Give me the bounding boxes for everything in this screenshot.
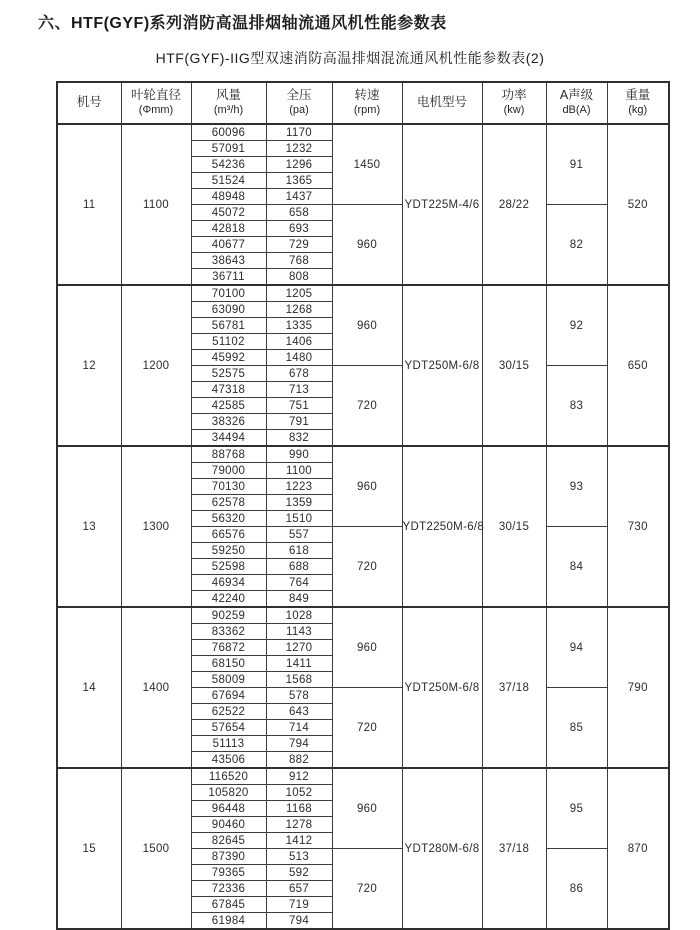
airflow-cell: 56320 <box>191 511 266 527</box>
airflow-cell: 62522 <box>191 704 266 720</box>
total-pressure-cell: 1359 <box>266 495 332 511</box>
impeller-diameter-cell: 1200 <box>121 285 191 446</box>
total-pressure-cell: 1437 <box>266 189 332 205</box>
total-pressure-cell: 794 <box>266 736 332 752</box>
power-cell: 37/18 <box>482 768 546 929</box>
airflow-cell: 76872 <box>191 640 266 656</box>
total-pressure-cell: 1278 <box>266 817 332 833</box>
noise-low-cell: 83 <box>546 366 607 447</box>
airflow-cell: 40677 <box>191 237 266 253</box>
total-pressure-cell: 714 <box>266 720 332 736</box>
airflow-cell: 48948 <box>191 189 266 205</box>
col-header-motor-model: 电机型号 <box>402 82 482 124</box>
total-pressure-cell: 990 <box>266 446 332 463</box>
col-header-total-pressure: 全压 (pa) <box>266 82 332 124</box>
noise-high-cell: 92 <box>546 285 607 366</box>
airflow-cell: 42240 <box>191 591 266 608</box>
airflow-cell: 36711 <box>191 269 266 286</box>
total-pressure-cell: 678 <box>266 366 332 382</box>
airflow-cell: 79000 <box>191 463 266 479</box>
power-cell: 28/22 <box>482 124 546 285</box>
airflow-cell: 87390 <box>191 849 266 865</box>
motor-model-cell: YDT280M-6/8 <box>402 768 482 929</box>
noise-low-cell: 85 <box>546 688 607 769</box>
airflow-cell: 72336 <box>191 881 266 897</box>
airflow-cell: 62578 <box>191 495 266 511</box>
speed-high-cell: 960 <box>332 285 402 366</box>
total-pressure-cell: 1480 <box>266 350 332 366</box>
impeller-diameter-cell: 1100 <box>121 124 191 285</box>
speed-low-cell: 720 <box>332 366 402 447</box>
airflow-cell: 96448 <box>191 801 266 817</box>
machine-no-cell: 12 <box>57 285 121 446</box>
total-pressure-cell: 1296 <box>266 157 332 173</box>
total-pressure-cell: 719 <box>266 897 332 913</box>
airflow-cell: 47318 <box>191 382 266 398</box>
airflow-cell: 79365 <box>191 865 266 881</box>
noise-low-cell: 84 <box>546 527 607 608</box>
noise-high-cell: 94 <box>546 607 607 688</box>
total-pressure-cell: 1406 <box>266 334 332 350</box>
table-row <box>57 124 669 141</box>
speed-low-cell: 720 <box>332 688 402 769</box>
total-pressure-cell: 1232 <box>266 141 332 157</box>
col-header-airflow: 风量 (m³/h) <box>191 82 266 124</box>
col-header-weight: 重量 (kg) <box>607 82 669 124</box>
airflow-cell: 68150 <box>191 656 266 672</box>
total-pressure-cell: 1268 <box>266 302 332 318</box>
col-header-power: 功率 (kw) <box>482 82 546 124</box>
machine-no-cell: 11 <box>57 124 121 285</box>
airflow-cell: 56781 <box>191 318 266 334</box>
weight-cell: 520 <box>607 124 669 285</box>
page-title: 六、HTF(GYF)系列消防高温排烟轴流通风机性能参数表 <box>38 15 447 32</box>
speed-high-cell: 960 <box>332 607 402 688</box>
airflow-cell: 61984 <box>191 913 266 930</box>
motor-model-cell: YDT250M-6/8 <box>402 607 482 768</box>
motor-model-cell: YDT250M-6/8 <box>402 285 482 446</box>
table-header <box>57 82 669 124</box>
noise-low-cell: 86 <box>546 849 607 930</box>
airflow-cell: 38643 <box>191 253 266 269</box>
airflow-cell: 54236 <box>191 157 266 173</box>
airflow-cell: 88768 <box>191 446 266 463</box>
weight-cell: 870 <box>607 768 669 929</box>
total-pressure-cell: 1270 <box>266 640 332 656</box>
airflow-cell: 51102 <box>191 334 266 350</box>
noise-low-cell: 82 <box>546 205 607 286</box>
airflow-cell: 116520 <box>191 768 266 785</box>
total-pressure-cell: 592 <box>266 865 332 881</box>
total-pressure-cell: 1143 <box>266 624 332 640</box>
airflow-cell: 51524 <box>191 173 266 189</box>
airflow-cell: 70130 <box>191 479 266 495</box>
col-header-impeller-diameter: 叶轮直径 (Φmm) <box>121 82 191 124</box>
total-pressure-cell: 693 <box>266 221 332 237</box>
airflow-cell: 63090 <box>191 302 266 318</box>
weight-cell: 650 <box>607 285 669 446</box>
total-pressure-cell: 1168 <box>266 801 332 817</box>
airflow-cell: 90259 <box>191 607 266 624</box>
total-pressure-cell: 751 <box>266 398 332 414</box>
total-pressure-cell: 1335 <box>266 318 332 334</box>
total-pressure-cell: 1412 <box>266 833 332 849</box>
table-row <box>57 607 669 624</box>
noise-high-cell: 93 <box>546 446 607 527</box>
noise-high-cell: 91 <box>546 124 607 205</box>
performance-table <box>56 81 670 930</box>
impeller-diameter-cell: 1500 <box>121 768 191 929</box>
table-header-row <box>57 82 669 124</box>
total-pressure-cell: 1052 <box>266 785 332 801</box>
total-pressure-cell: 1205 <box>266 285 332 302</box>
total-pressure-cell: 557 <box>266 527 332 543</box>
col-header-speed: 转速 (rpm) <box>332 82 402 124</box>
speed-low-cell: 720 <box>332 849 402 930</box>
table-row <box>57 768 669 785</box>
weight-cell: 790 <box>607 607 669 768</box>
total-pressure-cell: 791 <box>266 414 332 430</box>
airflow-cell: 45072 <box>191 205 266 221</box>
total-pressure-cell: 1028 <box>266 607 332 624</box>
speed-low-cell: 960 <box>332 205 402 286</box>
airflow-cell: 51113 <box>191 736 266 752</box>
total-pressure-cell: 513 <box>266 849 332 865</box>
airflow-cell: 67845 <box>191 897 266 913</box>
total-pressure-cell: 578 <box>266 688 332 704</box>
total-pressure-cell: 1568 <box>266 672 332 688</box>
power-cell: 30/15 <box>482 285 546 446</box>
airflow-cell: 34494 <box>191 430 266 447</box>
total-pressure-cell: 1510 <box>266 511 332 527</box>
airflow-cell: 58009 <box>191 672 266 688</box>
total-pressure-cell: 1223 <box>266 479 332 495</box>
total-pressure-cell: 1170 <box>266 124 332 141</box>
airflow-cell: 57654 <box>191 720 266 736</box>
total-pressure-cell: 849 <box>266 591 332 608</box>
airflow-cell: 105820 <box>191 785 266 801</box>
airflow-cell: 45992 <box>191 350 266 366</box>
col-header-machine-no: 机号 <box>57 82 121 124</box>
weight-cell: 730 <box>607 446 669 607</box>
airflow-cell: 42818 <box>191 221 266 237</box>
impeller-diameter-cell: 1300 <box>121 446 191 607</box>
airflow-cell: 52575 <box>191 366 266 382</box>
total-pressure-cell: 768 <box>266 253 332 269</box>
airflow-cell: 83362 <box>191 624 266 640</box>
airflow-cell: 66576 <box>191 527 266 543</box>
speed-high-cell: 960 <box>332 446 402 527</box>
table-subtitle: HTF(GYF)-IIG型双速消防高温排烟混流通风机性能参数表(2) <box>155 50 545 66</box>
total-pressure-cell: 1100 <box>266 463 332 479</box>
airflow-cell: 52598 <box>191 559 266 575</box>
power-cell: 30/15 <box>482 446 546 607</box>
airflow-cell: 38326 <box>191 414 266 430</box>
airflow-cell: 60096 <box>191 124 266 141</box>
airflow-cell: 67694 <box>191 688 266 704</box>
total-pressure-cell: 713 <box>266 382 332 398</box>
airflow-cell: 42585 <box>191 398 266 414</box>
total-pressure-cell: 764 <box>266 575 332 591</box>
motor-model-cell: YDT225M-4/6 <box>402 124 482 285</box>
total-pressure-cell: 729 <box>266 237 332 253</box>
table-row <box>57 446 669 463</box>
speed-low-cell: 720 <box>332 527 402 608</box>
impeller-diameter-cell: 1400 <box>121 607 191 768</box>
total-pressure-cell: 912 <box>266 768 332 785</box>
speed-high-cell: 1450 <box>332 124 402 205</box>
total-pressure-cell: 618 <box>266 543 332 559</box>
total-pressure-cell: 832 <box>266 430 332 447</box>
airflow-cell: 70100 <box>191 285 266 302</box>
airflow-cell: 57091 <box>191 141 266 157</box>
machine-no-cell: 14 <box>57 607 121 768</box>
table-body <box>57 124 669 929</box>
total-pressure-cell: 1411 <box>266 656 332 672</box>
total-pressure-cell: 643 <box>266 704 332 720</box>
airflow-cell: 90460 <box>191 817 266 833</box>
power-cell: 37/18 <box>482 607 546 768</box>
total-pressure-cell: 1365 <box>266 173 332 189</box>
total-pressure-cell: 882 <box>266 752 332 769</box>
total-pressure-cell: 794 <box>266 913 332 930</box>
col-header-noise-level: A声级 dB(A) <box>546 82 607 124</box>
noise-high-cell: 95 <box>546 768 607 849</box>
airflow-cell: 82645 <box>191 833 266 849</box>
airflow-cell: 43506 <box>191 752 266 769</box>
table-row <box>57 285 669 302</box>
total-pressure-cell: 657 <box>266 881 332 897</box>
motor-model-cell: YDT2250M-6/8 <box>402 446 482 607</box>
machine-no-cell: 13 <box>57 446 121 607</box>
total-pressure-cell: 688 <box>266 559 332 575</box>
airflow-cell: 59250 <box>191 543 266 559</box>
total-pressure-cell: 658 <box>266 205 332 221</box>
speed-high-cell: 960 <box>332 768 402 849</box>
total-pressure-cell: 808 <box>266 269 332 286</box>
airflow-cell: 46934 <box>191 575 266 591</box>
machine-no-cell: 15 <box>57 768 121 929</box>
